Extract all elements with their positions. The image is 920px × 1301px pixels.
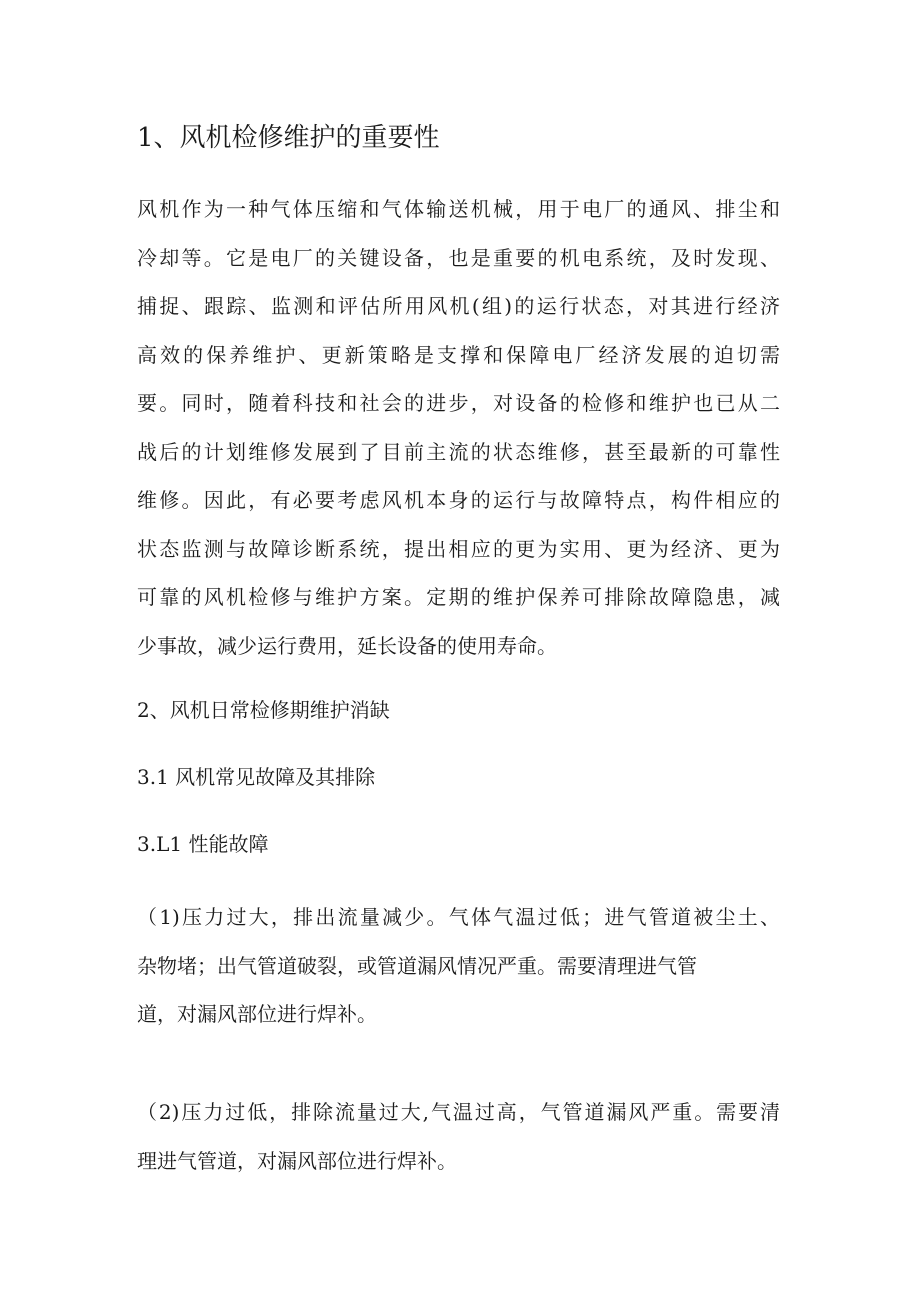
paragraph-line: （2)压力过低，排除流量过大,气温过高，气管道漏风严重。需要清 (137, 1100, 780, 1124)
paragraph-line: 冷却等。它是电厂的关键设备，也是重要的机电系统，及时发现、 (137, 245, 780, 270)
paragraph-line: （1)压力过大，排出流量减少。气体气温过低；进气管道被尘土、 (137, 905, 780, 929)
paragraph-line: 战后的计划维修发展到了目前主流的状态维修，甚至最新的可靠性 (137, 439, 780, 464)
paragraph-line: 理进气管道，对漏风部位进行焊补。 (137, 1148, 457, 1173)
section-heading-3-1-1: 3.L1 性能故障 (137, 832, 269, 856)
paragraph-line: 风机作为一种气体压缩和气体输送机械，用于电厂的通风、排尘和 (137, 197, 780, 221)
section-heading-1: 1、风机检修维护的重要性 (137, 123, 440, 153)
paragraph-line: 捕捉、跟踪、监测和评估所用风机(组)的运行状态，对其进行经济 (137, 294, 780, 318)
fault-item-2 (137, 1088, 780, 1185)
paragraph-line: 可靠的风机检修与维护方案。定期的维护保养可排除故障隐患，减 (137, 585, 780, 609)
paragraph-line: 道，对漏风部位进行焊补。 (137, 1002, 377, 1026)
intro-paragraph (137, 185, 780, 670)
paragraph-line: 维修。因此，有必要考虑风机本身的运行与故障特点，构件相应的 (137, 488, 780, 512)
paragraph-line: 少事故，减少运行费用，延长设备的使用寿命。 (137, 633, 557, 658)
paragraph-line: 杂物堵；出气管道破裂，或管道漏风情况严重。需要清理进气管 (137, 953, 697, 978)
fault-item-1 (137, 893, 780, 1039)
section-heading-3-1: 3.1 风机常见故障及其排除 (137, 765, 376, 789)
section-heading-2: 2、风机日常检修期维护消缺 (137, 698, 390, 722)
paragraph-line: 高效的保养维护、更新策略是支撑和保障电厂经济发展的迫切需 (137, 342, 780, 367)
paragraph-line: 要。同时，随着科技和社会的进步，对设备的检修和维护也已从二 (137, 391, 780, 415)
paragraph-line: 状态监测与故障诊断系统，提出相应的更为实用、更为经济、更为 (137, 536, 780, 561)
